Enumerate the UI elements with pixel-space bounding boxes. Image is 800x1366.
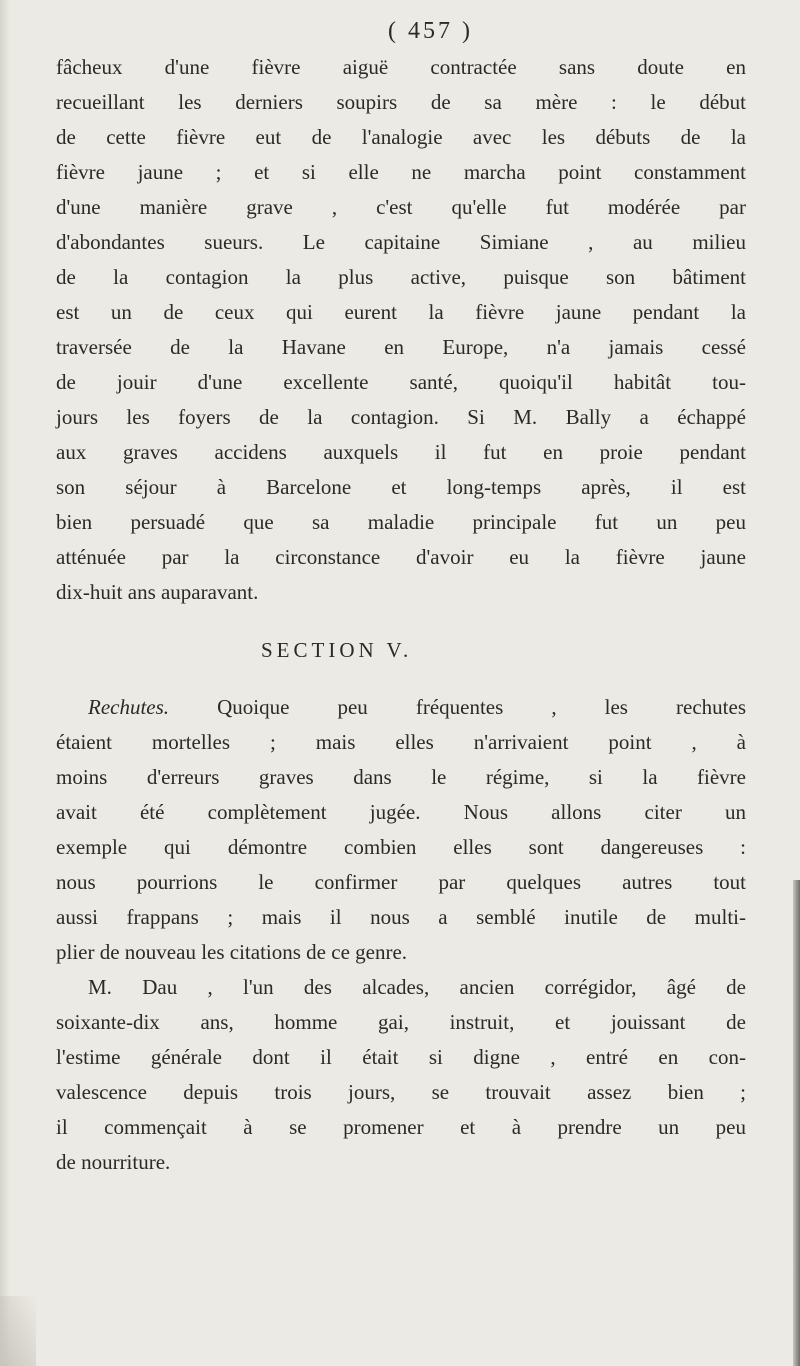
section-heading: SECTION V. [261,638,413,662]
paragraph-line: fâcheux d'une fièvre aiguë contractée sans doute en [56,55,746,79]
paragraph-line: l'estime générale dont il était si digne , entré en con- [56,1045,746,1069]
paragraph-line: étaient mortelles ; mais elles n'arrivaient point , à [56,730,746,754]
page-number: ( 457 ) [388,18,473,44]
paragraph-line: jours les foyers de la contagion. Si M. Bally a échappé [56,405,746,429]
paragraph-line: son séjour à Barcelone et long-temps après, il est [56,475,746,499]
paragraph-line: nous pourrions le confirmer par quelques autres tout [56,870,746,894]
paragraph-line: plier de nouveau les citations de ce genre. [56,940,408,964]
paragraph-line: dix-huit ans auparavant. [56,580,259,604]
paragraph-line: de la contagion la plus active, puisque son bâtiment [56,265,746,289]
paragraph-line: exemple qui démontre combien elles sont dangereuses : [56,835,746,859]
page-corner-stain [0,1296,36,1366]
paragraph-line: soixante-dix ans, homme gai, instruit, et jouissant de [56,1010,746,1034]
paragraph-line: traversée de la Havane en Europe, n'a jamais cessé [56,335,746,359]
paragraph-line: aussi frappans ; mais il nous a semblé inutile de multi- [56,905,746,929]
page-edge-shadow [793,880,800,1366]
paragraph-line: valescence depuis trois jours, se trouvait assez bien ; [56,1080,746,1104]
paragraph-line: fièvre jaune ; et si elle ne marcha point constamment [56,160,746,184]
paragraph-line: est un de ceux qui eurent la fièvre jaune pendant la [56,300,746,324]
paragraph-lead-word: Rechutes. [88,695,170,719]
paragraph-line: atténuée par la circonstance d'avoir eu la fièvre jaune [56,545,746,569]
paragraph-line: recueillant les derniers soupirs de sa mère : le début [56,90,746,114]
paragraph-line: M. Dau , l'un des alcades, ancien corrégidor, âgé de [88,975,746,999]
paragraph-line: d'une manière grave , c'est qu'elle fut modérée par [56,195,746,219]
page-gutter-shadow [0,0,10,1366]
paragraph-line: aux graves accidens auxquels il fut en proie pendant [56,440,746,464]
paragraph-line: de cette fièvre eut de l'analogie avec les débuts de la [56,125,746,149]
paragraph-line: de jouir d'une excellente santé, quoiqu'il habitât tou- [56,370,746,394]
paragraph-first-line [88,694,746,721]
paragraph-line: de nourriture. [56,1150,171,1174]
paragraph-line: d'abondantes sueurs. Le capitaine Simiane , au milieu [56,230,746,254]
paragraph-line: avait été complètement jugée. Nous allons citer un [56,800,746,824]
paragraph-line: moins d'erreurs graves dans le régime, si la fièvre [56,765,746,789]
paragraph-first-line-text: Quoique peu fréquentes , les rechutes [169,695,746,719]
paragraph-line: il commençait à se promener et à prendre un peu [56,1115,746,1139]
paragraph-line: bien persuadé que sa maladie principale fut un peu [56,510,746,534]
